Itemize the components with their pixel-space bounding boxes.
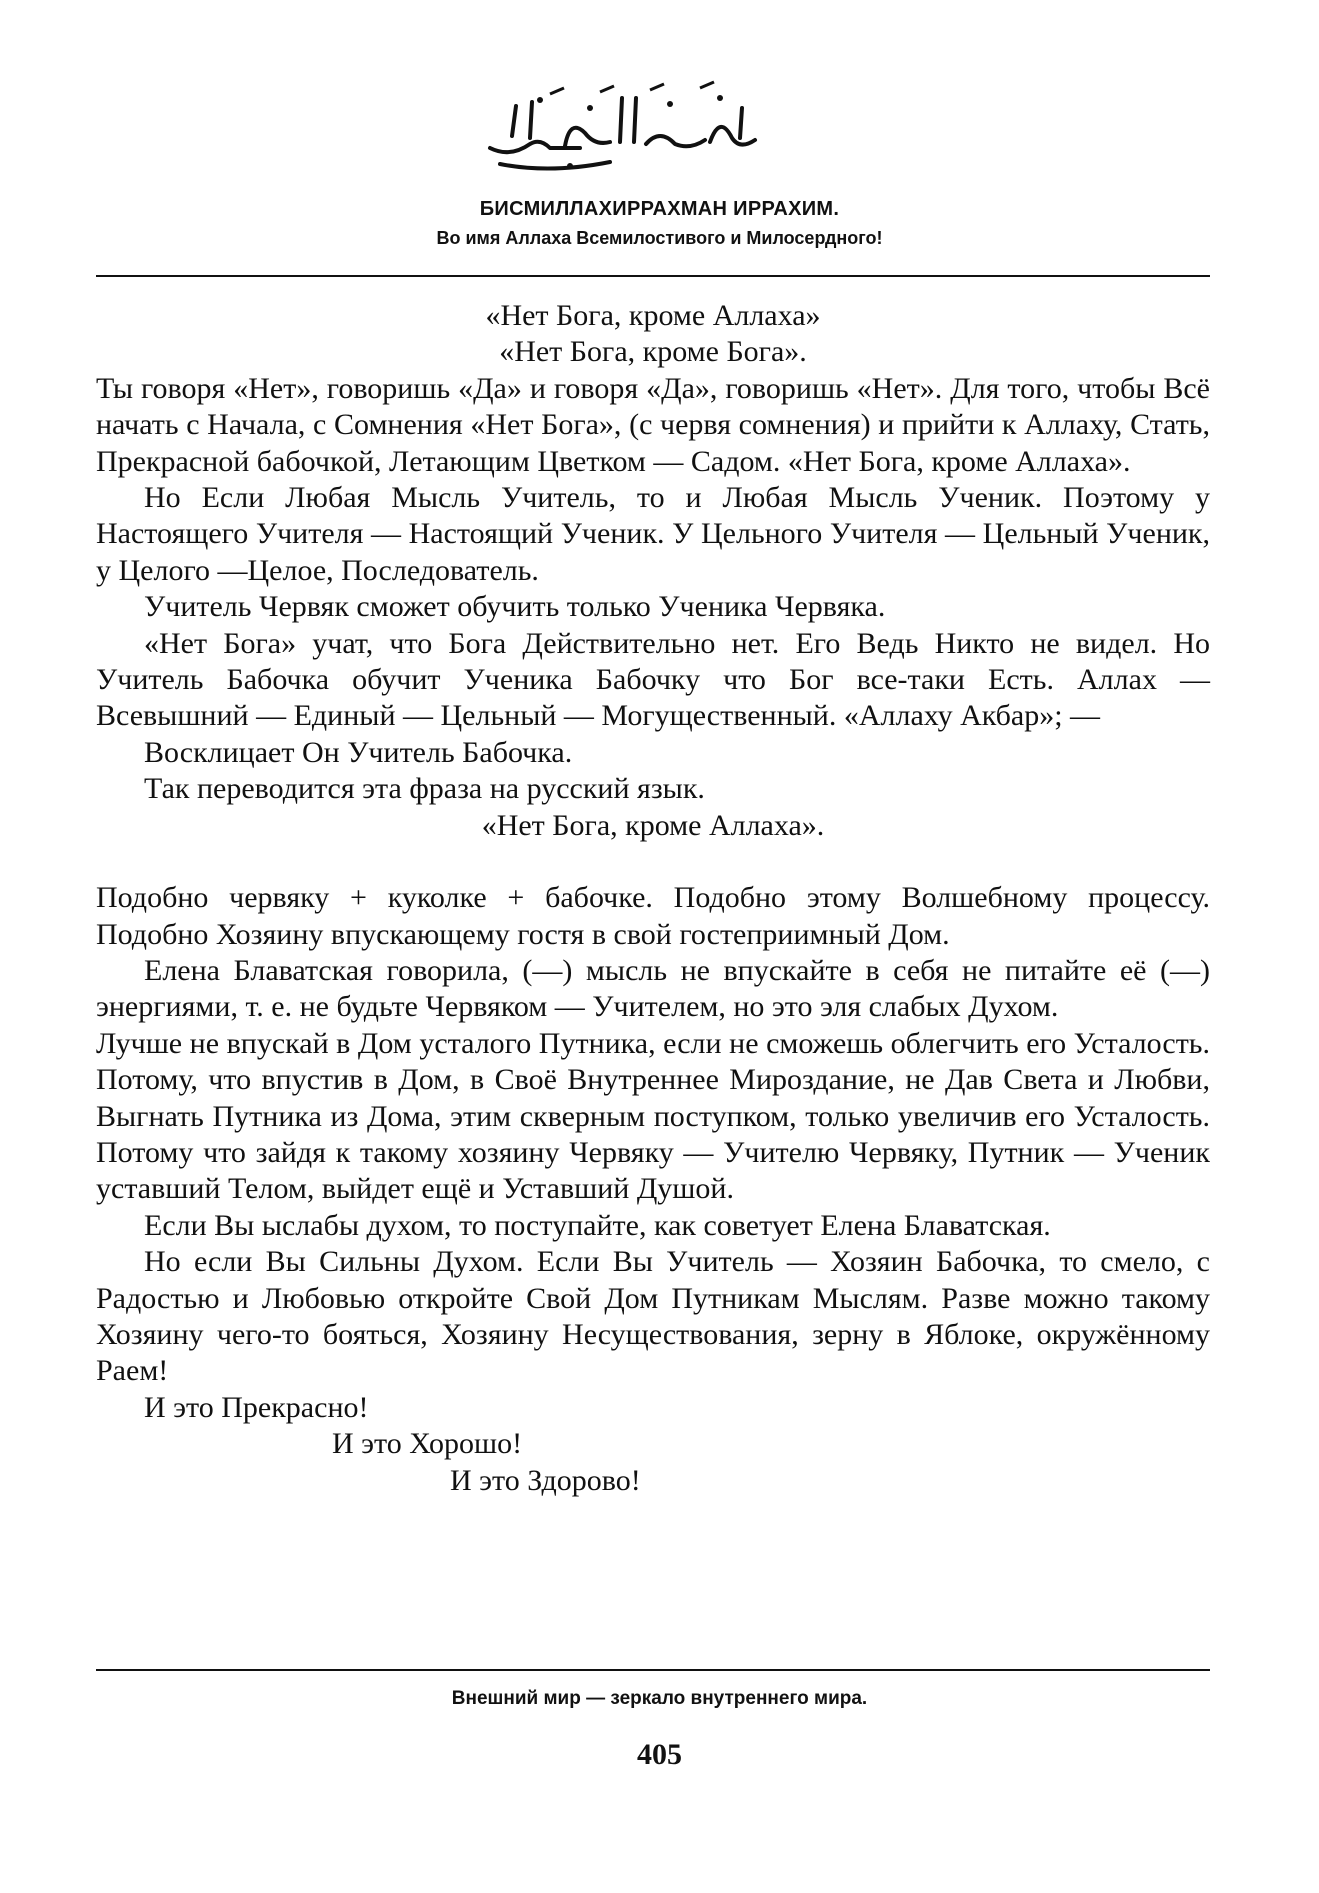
paragraph: Ты говоря «Нет», говоришь «Да» и говоря «Да», говоришь «Нет». Для того, чтобы Всё начать с Начала, с Сомнения «Нет Бога», (с червя сомнения) и прийти к Аллаху, Стать, Прекрасной бабочкой, Летающим Цветком — Садом. «Нет Бога, кроме Аллаха». xyxy=(96,371,1210,478)
paragraph-gap xyxy=(96,844,1210,880)
paragraph: «Нет Бога, кроме Бога». xyxy=(499,335,807,369)
paragraph: «Нет Бога» учат, что Бога Действительно нет. Его Ведь Никто не видел. Но Учитель Бабочка обучит Ученика Бабочку что Бог все-таки Есть. Аллах — Всевышний — Единый — Цельный — Могущественный. «Аллаху Акбар»; — xyxy=(96,626,1210,733)
paragraph: Учитель Червяк сможет обучить только Ученика Червяка. xyxy=(144,590,886,624)
running-footer: Внешний мир — зеркало внутреннего мира. xyxy=(451,1688,868,1709)
header-title: БИСМИЛЛАХИРРАХМАН ИРРАХИМ. xyxy=(479,198,840,220)
basmala-calligraphy-icon xyxy=(470,78,770,178)
header-subtitle: Во имя Аллаха Всемилостивого и Милосердного! xyxy=(436,228,883,248)
page-number: 405 xyxy=(637,1738,682,1771)
paragraph: «Нет Бога, кроме Аллаха». xyxy=(481,808,825,842)
bottom-divider xyxy=(96,1669,1210,1671)
top-divider xyxy=(96,275,1210,277)
paragraph: И это Здорово! xyxy=(450,1463,641,1497)
paragraph: Но Если Любая Мысль Учитель, то и Любая Мысль Ученик. Поэтому у Настоящего Учителя — Настоящий Ученик. У Цельного Учителя — Цельный Ученик, у Целого —Целое, Последователь. xyxy=(96,481,1210,587)
paragraph: Подобно червяку + куколке + бабочке. Подобно этому Волшебному процессу. Подобно Хозяину впускающему гостя в свой гостеприимный Дом. xyxy=(96,881,1210,951)
paragraph: «Нет Бога, кроме Аллаха» xyxy=(485,299,821,332)
paragraph: Так переводится эта фраза на русский язык. xyxy=(144,772,705,806)
paragraph: И это Прекрасно! xyxy=(144,1390,369,1424)
paragraph: И это Хорошо! xyxy=(332,1427,523,1461)
paragraph: Восклицает Он Учитель Бабочка. xyxy=(144,735,573,769)
paragraph: Лучше не впускай в Дом усталого Путника, если не сможешь облегчить его Усталость. Потому, что впустив в Дом, в Своё Внутреннее Мироздание, не Дав Света и Любви, Выгнать Путника из Дома, этим скверным поступком, только увеличив его Усталость. Потому что зайдя к такому хозяину Червяку — Учителю Червяку, Путник — Ученик уставший Телом, выйдет ещё и Уставший Душой. xyxy=(96,1026,1210,1206)
main-text xyxy=(96,298,1210,1499)
paragraph: Но если Вы Сильны Духом. Если Вы Учитель — Хозяин Бабочка, то смело, с Радостью и Любовью откройте Свой Дом Путникам Мыслям. Разве можно такому Хозяину чего-то бояться, Хозяину Несуществования, зерну в Яблоке, окружённому Раем! xyxy=(96,1245,1210,1388)
paragraph: Если Вы ыслабы духом, то поступайте, как советует Елена Блаватская. xyxy=(144,1208,1051,1242)
paragraph: Елена Блаватская говорила, (—) мысль не впускайте в себя не питайте её (—) энергиями, т. е. не будьте Червяком — Учителем, но это эля слабых Духом. xyxy=(96,953,1210,1024)
